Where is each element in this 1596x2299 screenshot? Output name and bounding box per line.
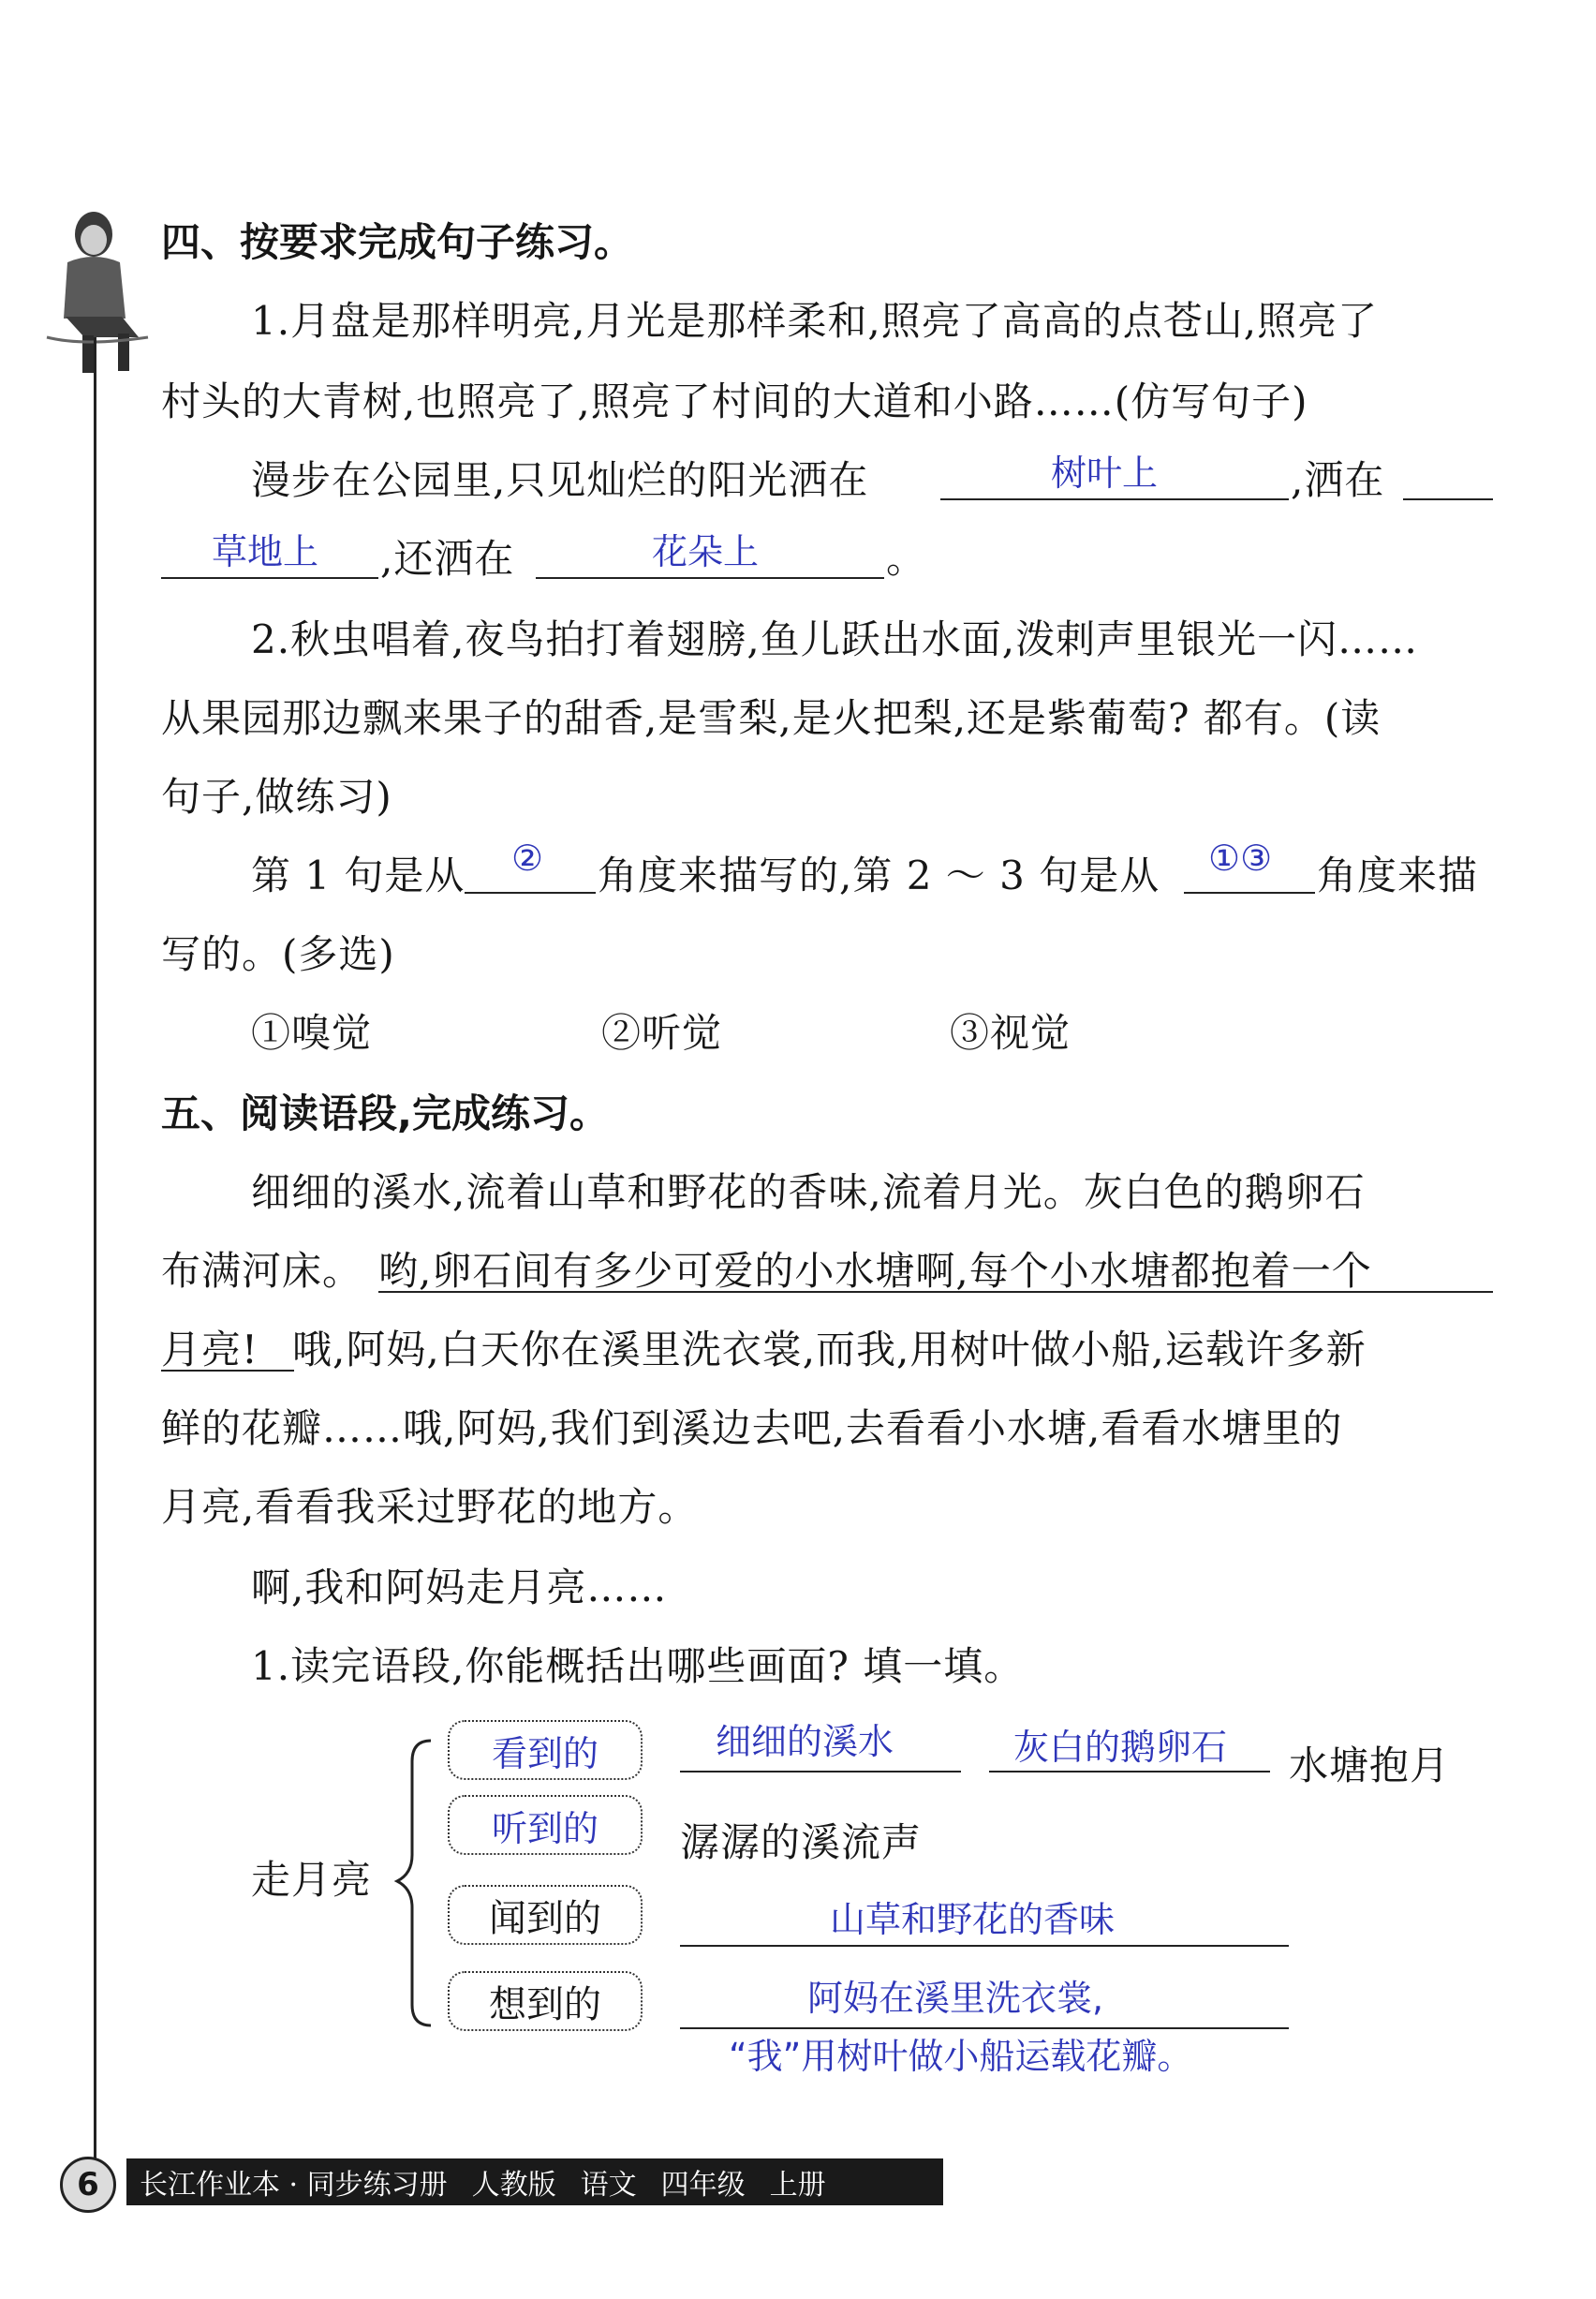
para-line3b: 哦,阿妈,白天你在溪里洗衣裳,而我,用树叶做小船,运载许多新 xyxy=(292,1327,1367,1372)
box-thought xyxy=(448,1971,643,2031)
section4-title: 四、按要求完成句子练习。 xyxy=(161,219,634,265)
box-seen xyxy=(448,1720,643,1780)
box-smelled-label: 闻到的 xyxy=(489,1896,601,1940)
answer-q2-2: ①③ xyxy=(1208,838,1273,879)
answer-seen-2: 灰白的鹅卵石 xyxy=(1013,1727,1228,1768)
blank-1[interactable] xyxy=(940,498,1289,500)
para-line4: 鲜的花瓣……哦,阿妈,我们到溪边去吧,去看看小水塘,看看水塘里的 xyxy=(161,1405,1343,1451)
option-3: ③视觉 xyxy=(950,1010,1071,1056)
para-line2b: 哟,卵石间有多少可爱的小水塘啊,每个小水塘都抱着一个 xyxy=(378,1248,1372,1294)
blank-q2-1[interactable] xyxy=(465,892,596,894)
answer-thought-1: 阿妈在溪里洗衣裳, xyxy=(807,1978,1104,2019)
box-seen-label: 看到的 xyxy=(491,1732,598,1774)
para-line6: 啊,我和阿妈走月亮…… xyxy=(251,1565,668,1610)
footer-term: 上册 xyxy=(769,2169,826,2202)
q2-prompt-part2: 角度来描写的,第 2 ～ 3 句是从 xyxy=(598,853,1160,898)
footer-grade: 四年级 xyxy=(660,2169,746,2202)
blank-2b[interactable] xyxy=(161,577,378,579)
q1-prompt-part3: ,还洒在 xyxy=(380,536,515,582)
q1-prompt-part4: 。 xyxy=(886,536,927,582)
q2-line1: 2.秋虫唱着,夜鸟拍打着翅膀,鱼儿跃出水面,泼剌声里银光一闪…… xyxy=(251,616,1419,662)
q2-line3: 句子,做练习) xyxy=(161,774,392,820)
para-line1: 细细的溪水,流着山草和野花的香味,流着月光。灰白色的鹅卵石 xyxy=(251,1169,1366,1215)
q1-line2: 村头的大青树,也照亮了,照亮了村间的大道和小路……(仿写句子) xyxy=(161,378,1308,424)
q2-prompt-part3: 角度来描 xyxy=(1317,853,1479,898)
box-smelled xyxy=(448,1885,643,1945)
section5-title: 五、阅读语段,完成练习。 xyxy=(161,1090,609,1136)
blank-q2-2[interactable] xyxy=(1184,892,1315,894)
underline-sentence-2 xyxy=(161,1370,294,1372)
s5-q1-text: 1.读完语段,你能概括出哪些画面? 填一填。 xyxy=(251,1643,1025,1689)
option-1: ①嗅觉 xyxy=(251,1010,373,1056)
heard-text: 潺潺的溪流声 xyxy=(680,1819,923,1865)
answer-seen-1: 细细的溪水 xyxy=(716,1721,894,1762)
box-thought-label: 想到的 xyxy=(489,1982,601,2026)
answer-q2-1: ② xyxy=(511,838,544,879)
answer-thought-2: “我”用树叶做小船运载花瓣。 xyxy=(729,2036,1193,2077)
blank-2a[interactable] xyxy=(1403,498,1493,500)
footer-edition: 人教版 xyxy=(471,2169,556,2202)
mindmap-root: 走月亮 xyxy=(251,1857,373,1903)
box-heard xyxy=(448,1795,643,1855)
margin-rule xyxy=(94,337,96,2173)
q1-prompt-part1: 漫步在公园里,只见灿烂的阳光洒在 xyxy=(251,457,869,503)
q2-line5: 写的。(多选) xyxy=(161,931,395,977)
seen-tail: 水塘抱月 xyxy=(1289,1743,1451,1788)
blank-seen-1[interactable] xyxy=(680,1771,961,1772)
option-2: ②听觉 xyxy=(601,1010,723,1056)
answer-2: 草地上 xyxy=(212,531,319,572)
q1-line1: 1.月盘是那样明亮,月光是那样柔和,照亮了高高的点苍山,照亮了 xyxy=(251,298,1379,344)
box-heard-label: 听到的 xyxy=(491,1807,598,1849)
underline-sentence-1 xyxy=(378,1291,1493,1293)
blank-smelled[interactable] xyxy=(680,1945,1289,1947)
blank-seen-2[interactable] xyxy=(989,1771,1270,1772)
footer-subject: 语文 xyxy=(580,2169,637,2202)
footer-bar xyxy=(126,2158,943,2205)
boy-sitting-illustration xyxy=(28,197,150,384)
para-line2a: 布满河床。 xyxy=(161,1248,363,1294)
answer-1: 树叶上 xyxy=(1051,452,1159,494)
blank-3[interactable] xyxy=(536,577,884,579)
page-number: 6 xyxy=(60,2157,116,2213)
q2-prompt-part1: 第 1 句是从 xyxy=(251,853,466,898)
answer-smelled: 山草和野花的香味 xyxy=(830,1899,1116,1940)
para-line5: 月亮,看看我采过野花的地方。 xyxy=(161,1484,699,1530)
mindmap-brace xyxy=(393,1733,440,2033)
q2-line2: 从果园那边飘来果子的甜香,是雪梨,是火把梨,还是紫葡萄? 都有。(读 xyxy=(161,695,1382,741)
footer-book: 长江作业本 · 同步练习册 xyxy=(140,2169,448,2202)
para-line3a: 月亮! xyxy=(161,1327,259,1372)
answer-3: 花朵上 xyxy=(652,531,760,572)
q1-prompt-part2: ,洒在 xyxy=(1291,457,1385,503)
